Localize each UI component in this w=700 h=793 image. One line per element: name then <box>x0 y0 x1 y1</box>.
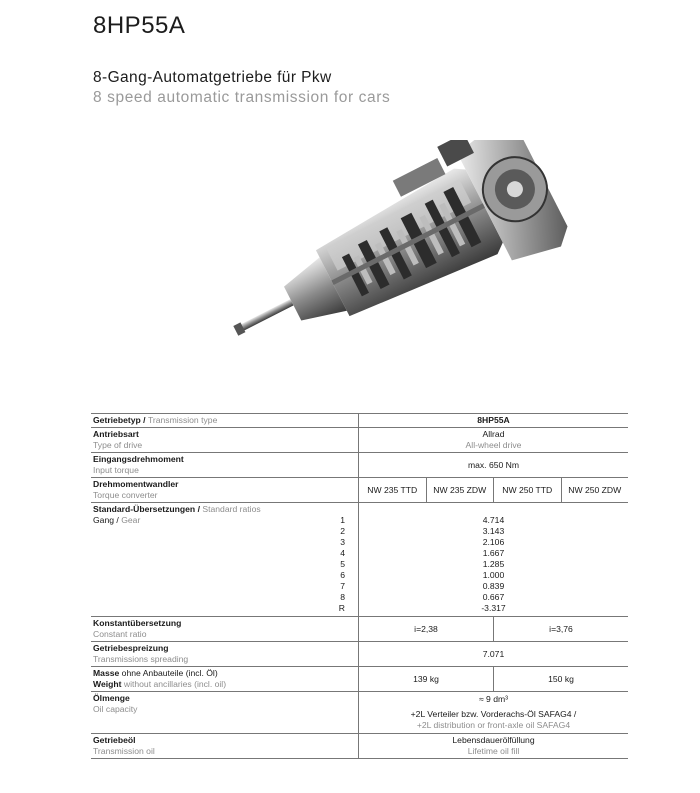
label-spreading-de: Getriebespreizung <box>93 643 169 653</box>
row-ratios <box>91 503 628 617</box>
value-transmission-type: 8HP55A <box>477 415 510 425</box>
row-transmission-oil <box>91 734 628 759</box>
spec-table <box>91 413 628 759</box>
gear-ratio-value: 0.839 <box>482 581 505 591</box>
value-constant-2: i=3,76 <box>493 617 628 641</box>
gear-number: 2 <box>340 526 345 536</box>
gear-ratio-value: 3.143 <box>482 526 505 536</box>
value-weight-1: 139 kg <box>413 673 439 684</box>
row-torque <box>91 453 628 478</box>
transmission-cutaway-photo <box>225 140 575 355</box>
label-constant-en: Constant ratio <box>93 629 147 639</box>
gear-number: 6 <box>340 570 345 580</box>
gear-ratio-value: 4.714 <box>482 515 505 525</box>
label-weight-en-rest: without ancillaries (incl. oil) <box>121 679 227 689</box>
label-ratios-de: Standard-Übersetzungen <box>93 504 196 514</box>
label-oil-en: Transmission oil <box>93 746 155 756</box>
label-weight-de: Masse <box>93 668 120 678</box>
value-converter-4: NW 250 ZDW <box>561 478 629 502</box>
label-oil-de: Getriebeöl <box>93 735 136 745</box>
label-drive-en: Type of drive <box>93 440 143 450</box>
label-separator: / <box>140 415 148 425</box>
gear-ratio-value: 1.667 <box>482 548 505 558</box>
label-spreading-en: Transmissions spreading <box>93 654 189 664</box>
label-oil-capacity-de: Ölmenge <box>93 693 130 703</box>
label-drive-de: Antriebsart <box>93 429 139 439</box>
row-spreading <box>91 642 628 667</box>
label-converter-en: Torque converter <box>93 490 158 500</box>
label-torque-de: Eingangsdrehmoment <box>93 454 184 464</box>
value-torque: max. 650 Nm <box>467 459 520 470</box>
label-gear-en: Gear <box>121 515 141 525</box>
gear-number: 8 <box>340 592 345 602</box>
gear-ratio-value: 1.285 <box>482 559 505 569</box>
value-converter-2: NW 235 ZDW <box>426 478 494 502</box>
label-gear-de: Gang <box>93 515 115 525</box>
gear-ratio-value: 0.667 <box>482 592 505 602</box>
label-transmission-type-en: Transmission type <box>147 415 218 425</box>
subtitle-english: 8 speed automatic transmission for cars <box>93 89 391 106</box>
gear-number: R <box>338 603 345 613</box>
label-weight-en: Weight <box>93 679 122 689</box>
gear-ratio-value: -3.317 <box>481 603 506 613</box>
gear-number: 5 <box>340 559 345 569</box>
value-oil-capacity: ≈ 9 dm³ <box>478 694 509 704</box>
value-oil-note-de: +2L Verteiler bzw. Vorderachs-Öl SAFAG4 / <box>410 709 577 719</box>
row-constant-ratio <box>91 617 628 642</box>
row-drive <box>91 428 628 453</box>
label-weight-de-rest: ohne Anbauteile (incl. Öl) <box>119 668 218 678</box>
ratio-value-list <box>481 515 505 614</box>
label-separator: / <box>195 504 203 514</box>
gear-number: 3 <box>340 537 345 547</box>
gear-number-list <box>93 515 356 614</box>
gear-number: 7 <box>340 581 345 591</box>
label-ratios-en: Standard ratios <box>202 504 261 514</box>
row-converter <box>91 478 628 503</box>
label-separator: / <box>114 515 122 525</box>
label-oil-capacity-en: Oil capacity <box>93 704 138 714</box>
value-oil-de: Lebensdauerölfüllung <box>452 735 535 745</box>
page-title: 8HP55A <box>93 12 186 39</box>
row-transmission-type <box>91 413 628 428</box>
row-weight <box>91 667 628 692</box>
value-weight-2: 150 kg <box>493 667 628 691</box>
value-converter-3: NW 250 TTD <box>493 478 561 502</box>
value-constant-1: i=2,38 <box>414 623 438 634</box>
gear-number: 1 <box>340 515 345 525</box>
gear-number: 4 <box>340 548 345 558</box>
subtitle-german: 8-Gang-Automatgetriebe für Pkw <box>93 69 332 86</box>
gear-ratio-value: 2.106 <box>482 537 505 547</box>
value-oil-note-en: +2L distribution or front-axle oil SAFAG4 <box>416 720 571 730</box>
value-oil-en: Lifetime oil fill <box>467 746 520 756</box>
value-drive-de: Allrad <box>482 429 505 439</box>
label-converter-de: Drehmomentwandler <box>93 479 179 489</box>
row-oil-capacity <box>91 692 628 734</box>
label-constant-de: Konstantübersetzung <box>93 618 182 628</box>
label-torque-en: Input torque <box>93 465 139 475</box>
value-converter-1: NW 235 TTD <box>367 484 418 495</box>
gear-ratio-value: 1.000 <box>482 570 505 580</box>
value-drive-en: All-wheel drive <box>465 440 522 450</box>
label-transmission-type-de: Getriebetyp <box>93 415 141 425</box>
value-spreading: 7.071 <box>482 648 505 659</box>
